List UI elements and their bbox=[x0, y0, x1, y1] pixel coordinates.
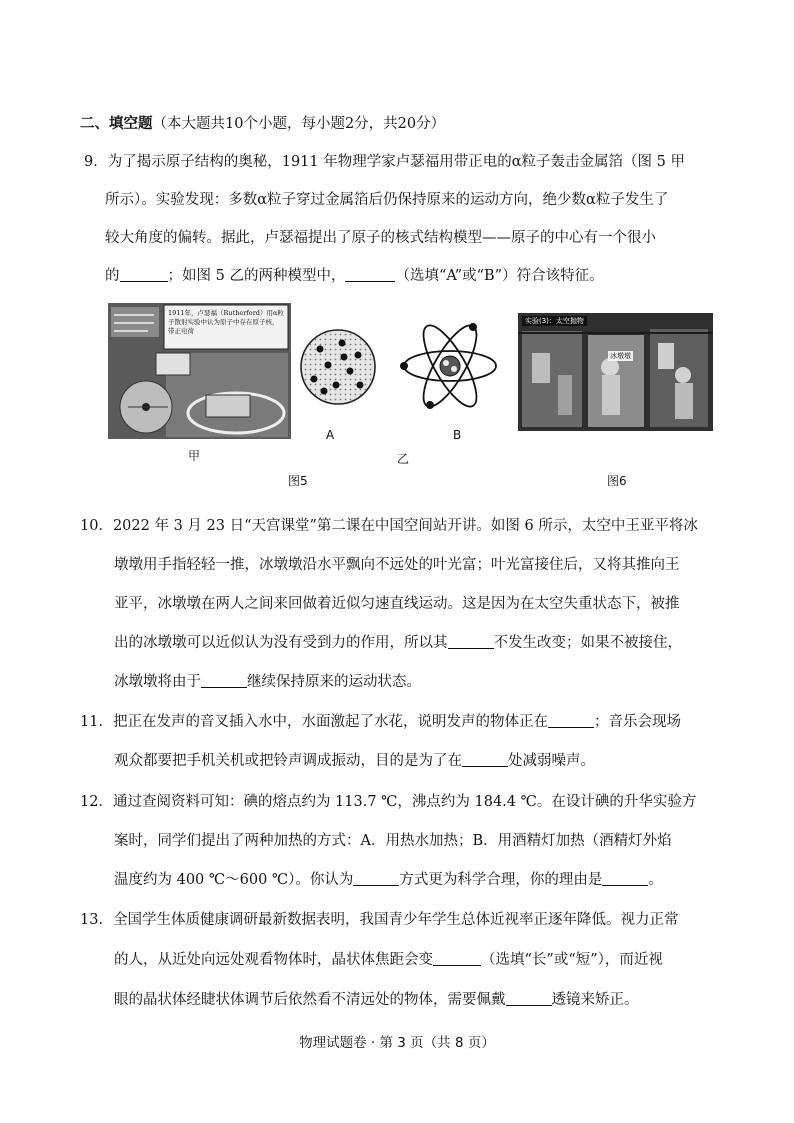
fig5-model-a-image bbox=[298, 327, 378, 407]
q13-text-2a: 的人，从近处向远处观看物体时，晶状体焦距会变 bbox=[114, 952, 433, 968]
q12-text-3a: 温度约为 400 ℃～600 ℃）。你认为 bbox=[114, 872, 354, 888]
q9-text-4b: ；如图 5 乙的两种模型中， bbox=[167, 268, 346, 284]
section-title: 二、填空题 bbox=[80, 116, 153, 132]
fig5-model-b-label: B bbox=[453, 428, 462, 442]
q13-text-2b: （选填“长”或“短”），而近视 bbox=[481, 952, 663, 968]
q10-number: 10． bbox=[80, 518, 113, 534]
q11-text-2b: 处减弱噪声。 bbox=[508, 753, 595, 769]
q11-number: 11． bbox=[80, 714, 113, 730]
q10-text-5b: 继续保持原来的运动状态。 bbox=[247, 674, 421, 690]
q13-text-3a: 眼的晶状体经睫状体调节后依然看不清远处的物体，需要佩戴 bbox=[114, 992, 506, 1008]
q9-line-1 bbox=[84, 150, 794, 174]
q9-line-2: 所示）。实验发现：多数α粒子穿过金属箔后仍保持原来的运动方向，绝少数α粒子发生了 bbox=[105, 192, 669, 208]
q9-text-4a: 的 bbox=[105, 268, 120, 284]
fig5-caption: 图5 bbox=[288, 474, 308, 488]
q10-text-1: 2022 年 3 月 23 日“天宫课堂”第二课在中国空间站开讲。如图 6 所示，太空中王亚平将冰 bbox=[112, 518, 698, 534]
q13-text-3b: 透镜来矫正。 bbox=[551, 992, 639, 1008]
q12-text-3c: 。 bbox=[648, 872, 663, 888]
q10-blank-1[interactable] bbox=[448, 634, 494, 649]
q10-text-4a: 出的冰墩墩可以近似认为没有受到力的作用，所以其 bbox=[114, 635, 448, 651]
fig6-image bbox=[518, 313, 713, 431]
q12-text-1: 通过查阅资料可知：碘的熔点约为 113.7 ℃，沸点约为 184.4 ℃。在设计碘的升华实验方 bbox=[112, 794, 697, 810]
fig5-model-b-image bbox=[400, 313, 500, 419]
fig5-jia-image bbox=[108, 303, 291, 439]
q10-line-1 bbox=[80, 514, 794, 538]
fig5-model-a-label: A bbox=[326, 428, 335, 442]
q11-text-2a: 观众都要把手机关机或把铃声调成振动，目的是为了在 bbox=[114, 753, 462, 769]
q11-text-1b: ；音乐会现场 bbox=[593, 714, 681, 730]
q10-line-5 bbox=[114, 670, 794, 694]
fig5-yi-label: 乙 bbox=[397, 452, 410, 466]
q9-number: 9． bbox=[84, 154, 108, 170]
q9-line-3: 较大角度的偏转。据此，卢瑟福提出了原子的核式结构模型——原子的中心有一个很小 bbox=[105, 230, 656, 246]
fig6-caption: 图6 bbox=[607, 474, 627, 488]
q12-blank-1[interactable] bbox=[353, 871, 399, 886]
q9-blank-1[interactable] bbox=[120, 267, 168, 282]
q10-text-4b: 不发生改变；如果不被接住， bbox=[493, 635, 682, 651]
q9-text-1: 为了揭示原子结构的奥秘，1911 年物理学家卢瑟福用带正电的α粒子轰击金属箔（图 5 甲 bbox=[107, 154, 685, 170]
fig6-tag-experiment: 实验(3)：太空抛物 bbox=[522, 316, 587, 326]
fig6-tag-bingdwendwen: 冰墩墩 bbox=[610, 352, 631, 360]
section-header bbox=[80, 112, 794, 136]
q9-text-4c: （选填“A”或“B”）符合该特征。 bbox=[395, 268, 604, 284]
q13-blank-1[interactable] bbox=[433, 951, 481, 966]
q12-line-2: 案时，同学们提出了两种加热的方式：A．用热水加热；B．用酒精灯加热（酒精灯外焰 bbox=[114, 833, 672, 849]
q13-line-1 bbox=[80, 908, 794, 932]
q10-line-3: 亚平，冰墩墩在两人之间来回做着近似匀速直线运动。这是因为在太空失重状态下，被推 bbox=[114, 596, 680, 612]
q9-blank-2[interactable] bbox=[345, 267, 395, 282]
q11-line-2 bbox=[114, 749, 794, 773]
q13-blank-2[interactable] bbox=[506, 991, 552, 1006]
q13-line-2 bbox=[114, 948, 794, 972]
q11-blank-2[interactable] bbox=[462, 752, 508, 767]
fig5-jia-plaque-text: 1911年，卢瑟福（Rutherford）用α粒子散射实验中认为原子中存在原子核，带正电荷 bbox=[168, 309, 284, 335]
q10-text-5a: 冰墩墩将由于 bbox=[114, 674, 201, 690]
q11-text-1a: 把正在发声的音叉插入水中，水面激起了水花，说明发声的物体正在 bbox=[112, 714, 548, 730]
q13-number: 13． bbox=[80, 912, 113, 928]
section-note: （本大题共10个小题，每小题2分，共20分） bbox=[152, 116, 446, 132]
q13-text-1: 全国学生体质健康调研最新数据表明，我国青少年学生总体近视率正逐年降低。视力正常 bbox=[112, 912, 679, 928]
q10-blank-2[interactable] bbox=[201, 673, 247, 688]
q11-blank-1[interactable] bbox=[548, 713, 594, 728]
q9-line-4 bbox=[105, 264, 794, 288]
q12-blank-2[interactable] bbox=[602, 871, 648, 886]
page-footer: 物理试题卷 · 第 3 页（共 8 页） bbox=[299, 1035, 495, 1051]
q10-line-2: 墩墩用手指轻轻一推，冰墩墩沿水平飘向不远处的叶光富；叶光富接住后，又将其推向王 bbox=[114, 557, 680, 573]
q12-number: 12． bbox=[80, 794, 113, 810]
q12-line-1 bbox=[80, 790, 794, 814]
q11-line-1 bbox=[80, 710, 794, 734]
q12-text-3b: 方式更为科学合理，你的理由是 bbox=[399, 872, 603, 888]
q13-line-3 bbox=[114, 988, 794, 1012]
q10-line-4 bbox=[114, 631, 794, 655]
q12-line-3 bbox=[114, 868, 794, 892]
fig5-jia-label: 甲 bbox=[188, 449, 201, 463]
